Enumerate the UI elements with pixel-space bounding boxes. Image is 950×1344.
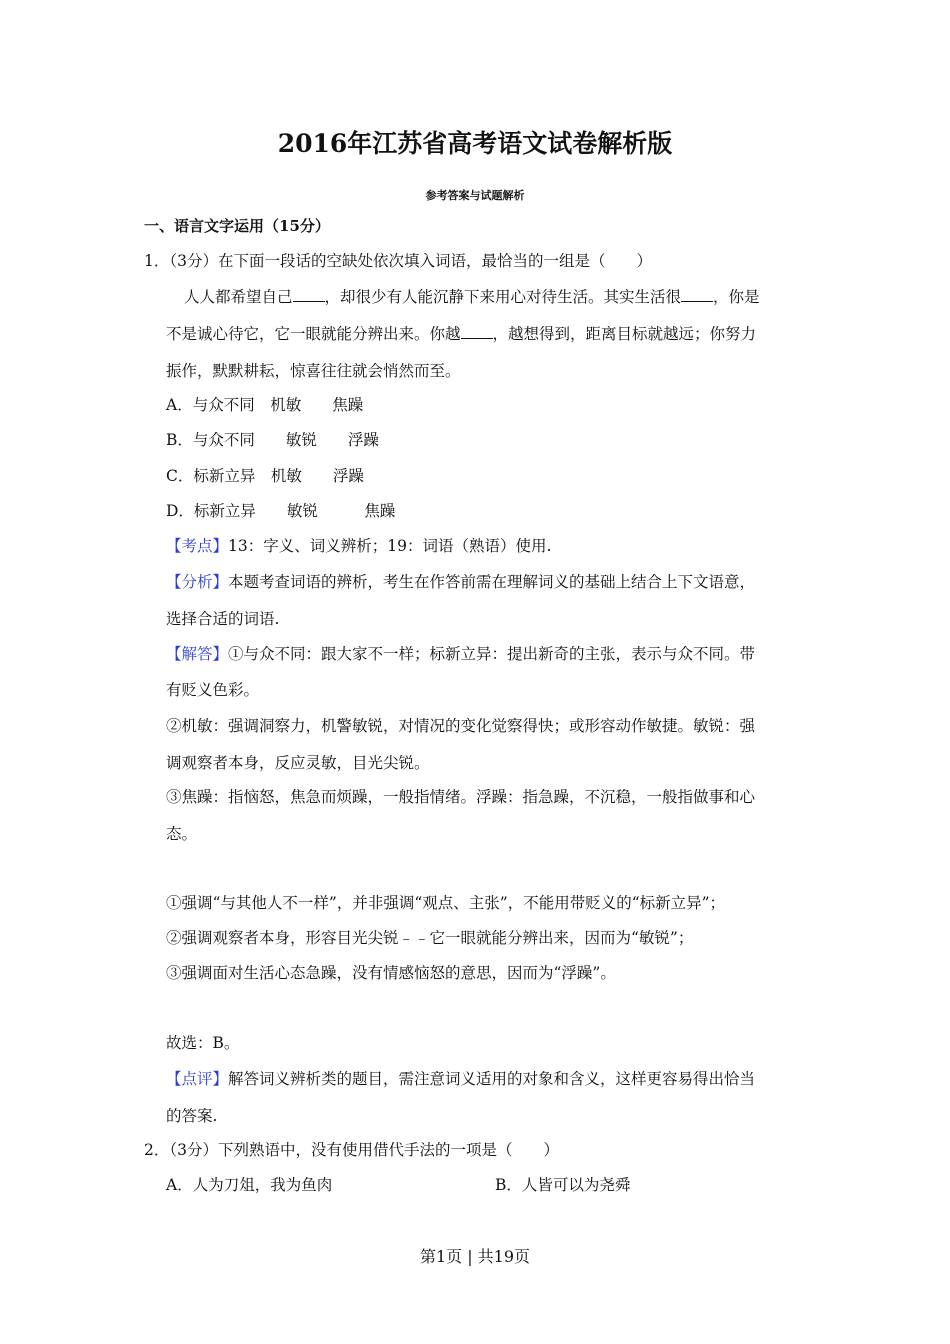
passage-text: 不是诚心待它，它一眼就能分辨出来。你越 [166,325,461,343]
jieda-line [166,644,755,664]
section-heading: 一、语言文字运用（15分） [144,217,330,235]
q2-option-a: A．人为刀俎，我为鱼肉 [166,1176,333,1194]
jieda-line: 有贬义色彩。 [166,681,260,699]
jieda-line: ③焦躁：指恼怒，焦急而烦躁，一般指情绪。浮躁：指急躁，不沉稳，一般指做事和心 [166,788,756,806]
option-a: A．与众不同 机敏 焦躁 [166,396,364,414]
reason-line: ③强调面对生活心态急躁，没有情感恼怒的意思，因而为“浮躁”。 [166,964,616,982]
passage-text: ，你是 [713,288,760,306]
q2-option-b: B．人皆可以为尧舜 [495,1176,631,1194]
option-b: B．与众不同 敏锐 浮躁 [166,431,379,449]
kaodian-line [166,536,551,556]
document-title: 2016年江苏省高考语文试卷解析版 [277,129,673,158]
option-c: C．标新立异 机敏 浮躁 [166,467,364,485]
dianping-tag: 【点评】 [166,1070,229,1088]
question-1-passage-line [184,287,760,307]
dianping-line [166,1069,755,1089]
option-d: D．标新立异 敏锐 焦躁 [166,502,396,520]
fenxi-tag: 【分析】 [166,573,229,591]
blank [461,324,493,339]
kaodian-tag: 【考点】 [166,537,229,555]
fenxi-line [166,572,755,592]
passage-text: ，却很少有人能沉静下来用心对待生活。其实生活很 [324,288,682,306]
question-2-stem: 2．（3分）下列熟语中，没有使用借代手法的一项是（ ） [144,1141,559,1159]
blank [293,287,325,302]
jieda-line: 态。 [166,825,198,843]
document-subtitle: 参考答案与试题解析 [425,189,525,202]
dianping-text: 解答词义辨析类的题目，需注意词义适用的对象和含义，这样更容易得出恰当 [228,1070,756,1088]
page-footer: 第1页 | 共19页 [419,1247,531,1266]
question-1-stem: 1．（3分）在下面一段话的空缺处依次填入词语，最恰当的一组是（ ） [144,252,652,270]
jieda-line: ②机敏：强调洞察力，机警敏锐，对情况的变化觉察得快；或形容动作敏捷。敏锐：强 [166,717,756,735]
passage-text: ，越想得到，距离目标就越远；你努力 [492,325,757,343]
dianping-line: 的答案. [166,1107,218,1125]
jieda-tag: 【解答】 [166,645,229,663]
answer-line: 故选：B。 [166,1034,240,1052]
kaodian-text: 13：字义、词义辨析；19：词语（熟语）使用. [228,537,552,555]
question-1-passage-line: 振作，默默耕耘，惊喜往往就会悄然而至。 [166,362,461,380]
blank [681,287,713,302]
passage-text: 人人都希望自己 [184,288,293,306]
fenxi-text: 本题考查词语的辨析，考生在作答前需在理解词义的基础上结合上下文语意， [228,573,756,591]
reason-line: ②强调观察者本身，形容目光尖锐﹣﹣它一眼就能分辨出来，因而为“敏锐”； [166,929,694,947]
jieda-line: 调观察者本身，反应灵敏，目光尖锐。 [166,754,430,772]
jieda-text: ①与众不同：跟大家不一样；标新立异：提出新奇的主张，表示与众不同。带 [228,645,756,663]
fenxi-line: 选择合适的词语. [166,610,280,628]
question-1-passage-line [166,324,756,344]
reason-line: ①强调“与其他人不一样”，并非强调“观点、主张”，不能用带贬义的“标新立异”； [166,894,726,912]
